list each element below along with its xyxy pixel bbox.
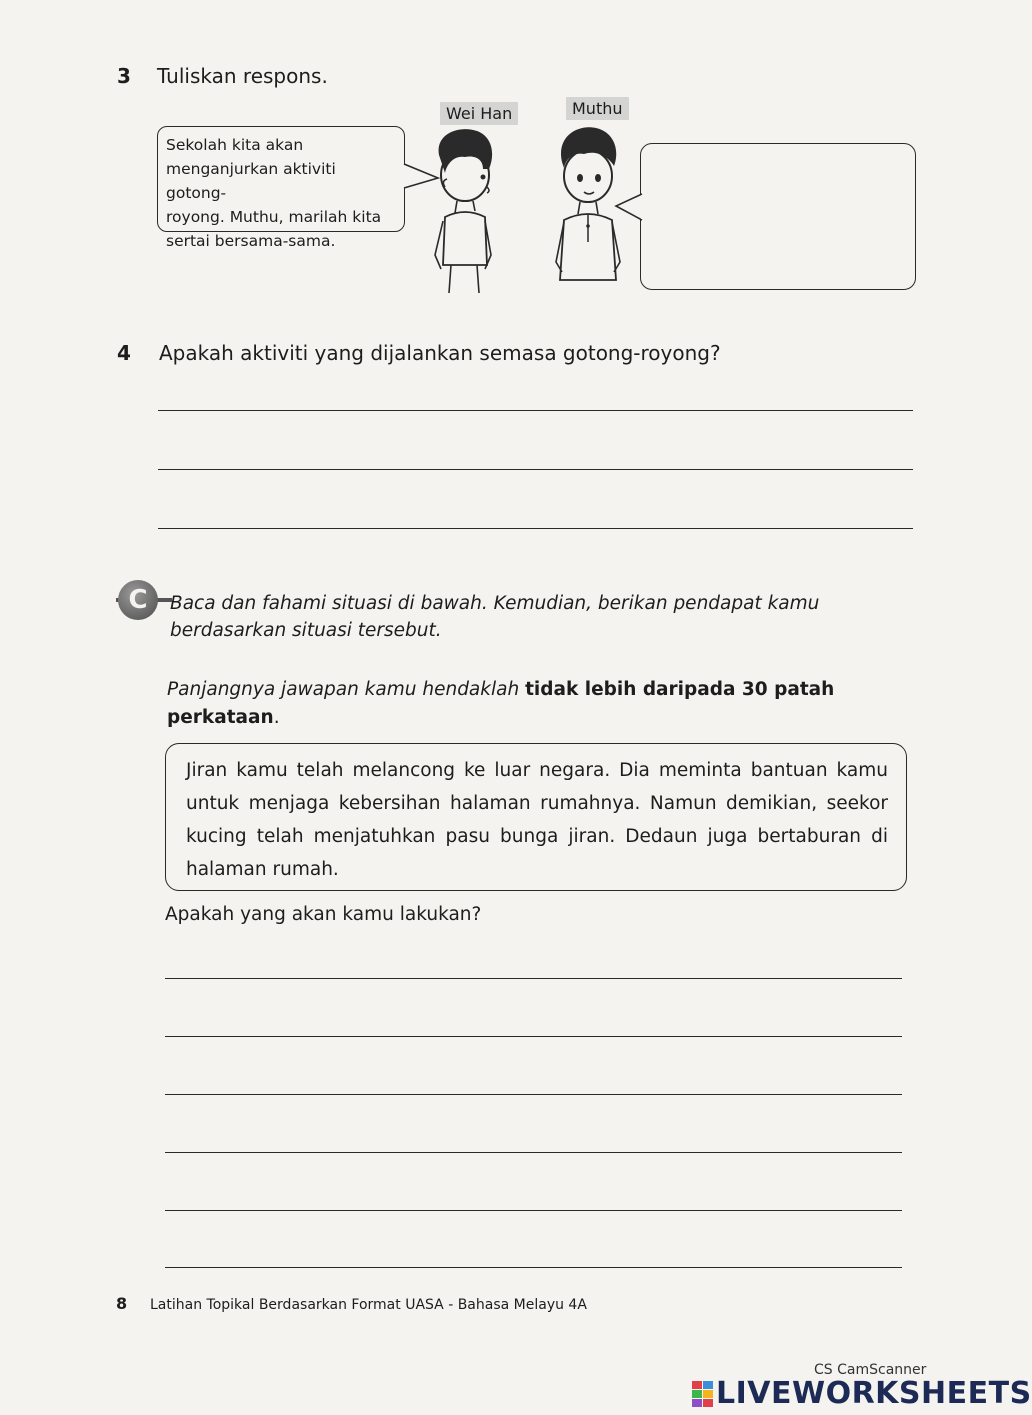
speech-bubble-wei-han (157, 126, 405, 250)
section-c-answer-line[interactable] (165, 1267, 902, 1268)
section-c-question: Apakah yang akan kamu lakukan? (165, 904, 482, 925)
q3-prompt: Tuliskan respons. (157, 64, 328, 88)
camscanner-watermark: CS CamScanner (814, 1362, 927, 1378)
speech-line: royong. Muthu, marilah kita (166, 208, 382, 226)
liveworksheets-blocks-icon (692, 1381, 714, 1407)
answer-bubble-muthu[interactable] (640, 143, 916, 290)
section-c-length-note (167, 676, 867, 732)
section-c-answer-line[interactable] (165, 1152, 902, 1153)
section-c-answer-line[interactable] (165, 978, 902, 979)
name-tag-muthu: Muthu (566, 97, 629, 120)
speech-line: sertai bersama-sama. (166, 232, 336, 250)
q4-prompt: Apakah aktiviti yang dijalankan semasa gotong-royong? (159, 341, 721, 365)
footer-title: Latihan Topikal Berdasarkan Format UASA - Bahasa Melayu 4A (150, 1297, 587, 1313)
section-c-instruction (170, 590, 870, 644)
liveworksheets-logo (692, 1376, 1032, 1411)
liveworksheets-text: LIVEWORKSHEETS (716, 1376, 1032, 1411)
length-note-bold: tidak lebih daripada 30 patah (525, 679, 835, 700)
boy-wei-han-illustration (425, 125, 505, 300)
length-note-prefix: Panjangnya jawapan kamu hendaklah (167, 679, 526, 700)
section-c-answer-line[interactable] (165, 1036, 902, 1037)
length-note-bold: perkataan (167, 707, 274, 728)
section-c-answer-line[interactable] (165, 1094, 902, 1095)
section-c-answer-line[interactable] (165, 1210, 902, 1211)
length-note-suffix: . (273, 707, 280, 728)
q4-answer-line[interactable] (158, 469, 913, 470)
instruction-line: berdasarkan situasi tersebut. (170, 620, 442, 641)
q3-number: 3 (117, 64, 131, 88)
scenario-box (165, 743, 907, 891)
speech-line: menganjurkan aktiviti gotong- (166, 160, 336, 202)
q4-answer-line[interactable] (158, 410, 913, 411)
q4-number: 4 (117, 341, 131, 365)
speech-line: Sekolah kita akan (166, 136, 304, 154)
footer-page-number: 8 (116, 1294, 128, 1313)
q4-answer-line[interactable] (158, 528, 913, 529)
name-tag-wei-han: Wei Han (440, 102, 518, 125)
instruction-line: Baca dan fahami situasi di bawah. Kemudian, berikan pendapat kamu (170, 593, 820, 614)
scenario-text: Jiran kamu telah melancong ke luar negara. Dia meminta bantuan kamu untuk menjaga kebersihan halaman rumahnya. Namun demikian, seekor kucing telah menjatuhkan pasu bunga jiran. Dedaun juga bertaburan di halaman rumah. (186, 760, 888, 880)
speech-tail-right (612, 192, 644, 226)
section-c-icon: C (118, 580, 158, 620)
